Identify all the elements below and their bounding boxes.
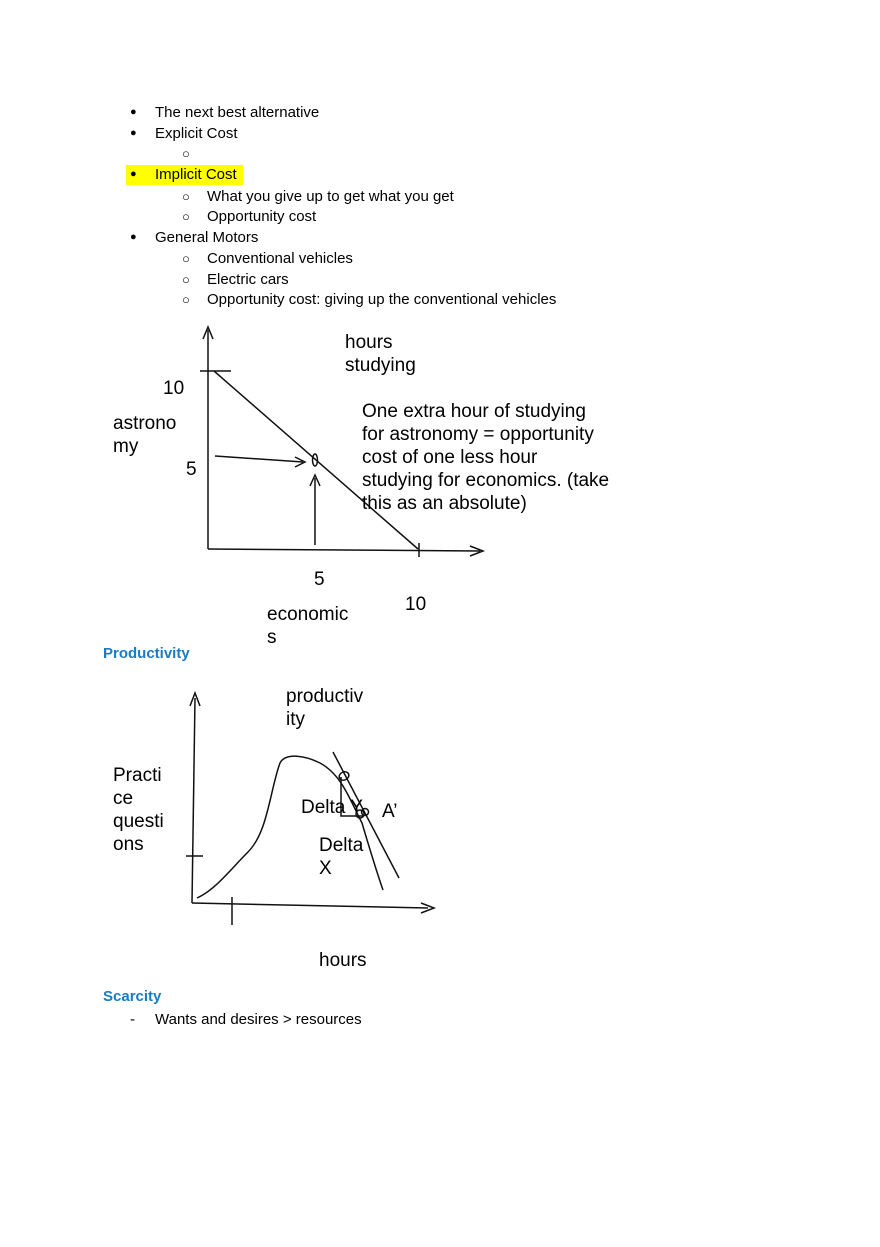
list-item-highlighted: Implicit Cost [155,166,237,183]
sub-list-item: Opportunity cost: giving up the conventional vehicles [207,291,557,308]
y-tick-label-10: 10 [163,378,185,399]
sub-bullet-marker: ○ [182,251,190,266]
y-axis-line [192,698,195,903]
label-line: X [319,858,332,879]
bullet-marker: ● [130,231,137,243]
title-line: studying [345,355,416,376]
title-line: productiv [286,686,364,707]
sub-list-item: Opportunity cost [207,208,317,225]
x-tick-label-10: 10 [405,594,427,615]
sub-list-item: What you give up to get what you get [207,188,454,205]
note-line: studying for economics. (take [362,470,610,491]
note-line: One extra hour of studying [362,401,586,422]
list-item: The next best alternative [155,104,320,121]
title-line: ity [286,709,305,730]
x-axis-line [192,903,428,908]
sub-bullet-marker: ○ [182,209,190,224]
delta-x-label [319,834,363,880]
note-line: this as an absolute) [362,493,527,514]
x-axis-label: hours [319,950,367,971]
label-line: Delta [319,835,364,856]
sub-bullet-marker: ○ [182,272,190,287]
y-axis-label [113,764,164,856]
sub-bullet-marker: ○ [182,292,190,307]
label-line: astrono [113,413,177,434]
scarcity-heading: Scarcity [103,988,162,1005]
delta-y-label: Delta Y [301,797,363,818]
label-line: s [267,627,277,648]
note-line: for astronomy = opportunity [362,424,594,445]
list-item: General Motors [155,229,259,246]
y-tick-label-5: 5 [186,459,197,480]
productivity-heading: Productivity [103,645,190,662]
list-item: Wants and desires > resources [155,1011,362,1028]
title-line: hours [345,332,393,353]
sub-bullet-marker: ○ [182,189,190,204]
label-line: economic [267,604,349,625]
note-line: cost of one less hour [362,447,538,468]
sub-list-item: Conventional vehicles [207,250,353,267]
list-item: Explicit Cost [155,125,238,142]
bullet-marker: ● [130,168,137,180]
label-line: ce [113,788,134,809]
a-prime-label: A’ [382,801,398,822]
x-tick-label-5: 5 [314,569,325,590]
label-line: ons [113,834,144,855]
sub-list-item: Electric cars [207,271,289,288]
sub-bullet-marker: ○ [182,146,190,161]
label-line: questi [113,811,164,832]
label-line: Practi [113,765,162,786]
bullet-marker: ● [130,106,137,118]
productivity-title [286,685,363,731]
dash-marker: - [130,1011,135,1028]
bullet-marker: ● [130,127,137,139]
label-line: my [113,436,139,457]
